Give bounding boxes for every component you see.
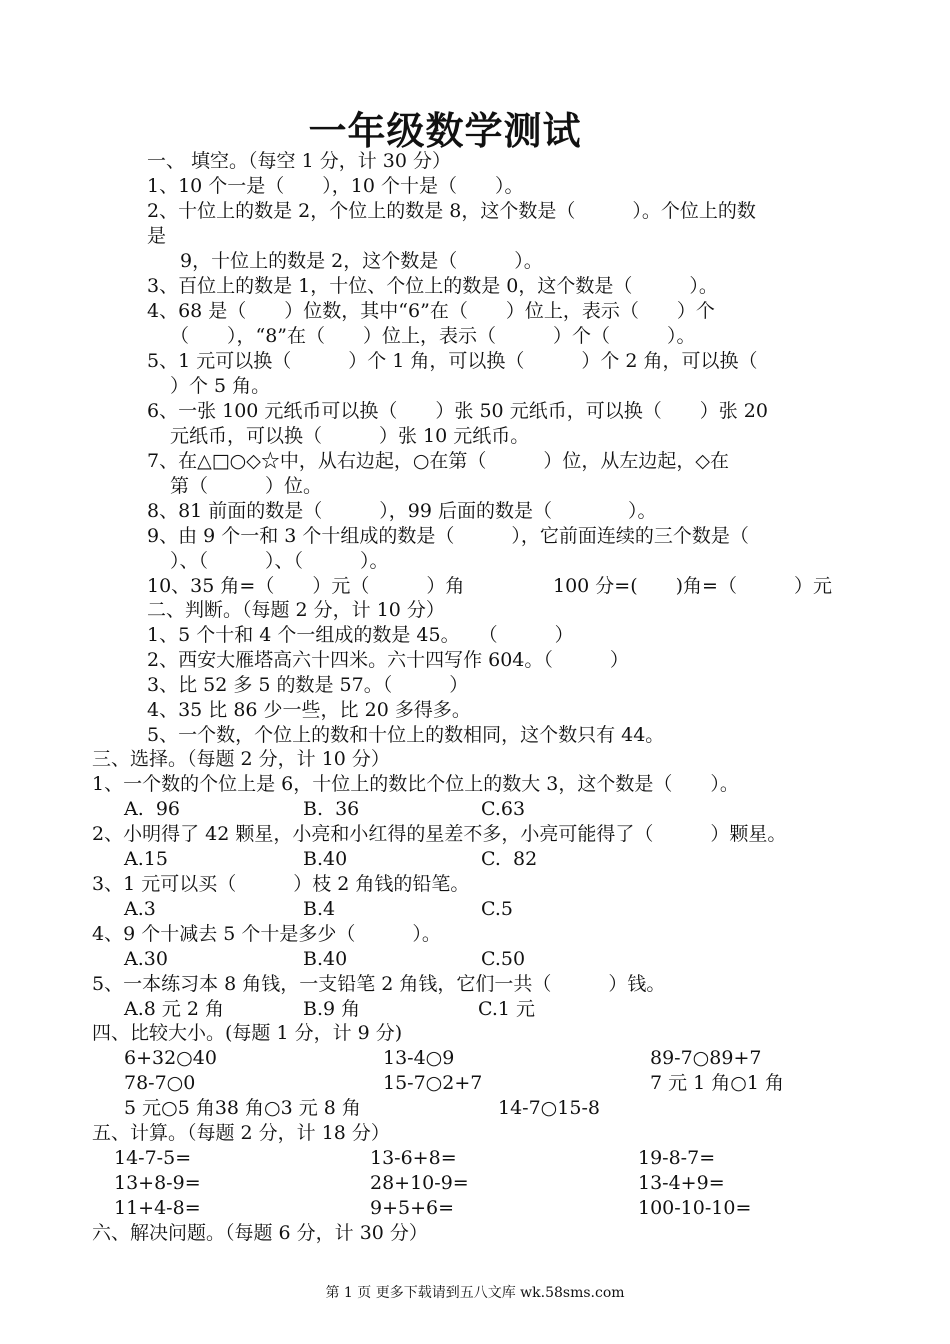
option-a: A.30 — [124, 948, 168, 970]
question-line: ）个 5 角。 — [170, 375, 271, 397]
calc-item: 14-7-5= — [114, 1147, 192, 1169]
option-a: A.3 — [124, 898, 156, 920]
question-line: 5、1 元可以换（ ）个 1 角，可以换（ ）个 2 角，可以换（ — [147, 350, 758, 372]
question-line: 100 分=( )角=（ ）元 — [553, 575, 832, 597]
compare-item: 14-7○15-8 — [498, 1097, 600, 1119]
section6-heading: 六、解决问题。（每题 6 分，计 30 分） — [92, 1222, 428, 1244]
question-line: 3、百位上的数是 1，十位、个位上的数是 0，这个数是（ ）。 — [147, 275, 718, 297]
calc-item: 13-6+8= — [370, 1147, 457, 1169]
option-c: C.1 元 — [478, 998, 536, 1020]
option-c: C.50 — [481, 948, 526, 970]
option-a: A.8 元 2 角 — [124, 998, 225, 1020]
section1-heading: 一、 填空。（每空 1 分，计 30 分） — [147, 150, 451, 172]
page-title: 一年级数学测试 — [308, 109, 582, 153]
calc-item: 100-10-10= — [638, 1197, 752, 1219]
calc-item: 13+8-9= — [114, 1172, 201, 1194]
calc-item: 9+5+6= — [370, 1197, 455, 1219]
question-line: 3、比 52 多 5 的数是 57。（ ） — [147, 674, 469, 696]
question-line: 是 — [147, 225, 167, 247]
option-c: C.5 — [481, 898, 513, 920]
option-c: C. 82 — [481, 848, 538, 870]
question-line: 4、9 个十减去 5 个十是多少（ ）。 — [92, 923, 441, 945]
question-line: 8、81 前面的数是（ ），99 后面的数是（ ）。 — [147, 500, 657, 522]
option-b: B.9 角 — [303, 998, 361, 1020]
calc-item: 13-4+9= — [638, 1172, 725, 1194]
section4-heading: 四、比较大小。(每题 1 分，计 9 分) — [92, 1022, 403, 1044]
question-line: 1、10 个一是（ ），10 个十是（ ）。 — [147, 175, 524, 197]
question-line: 10、35 角=（ ）元（ ）角 — [147, 575, 465, 597]
question-line: （ ），“8”在（ ）位上，表示（ ）个（ ）。 — [170, 325, 696, 347]
calc-item: 19-8-7= — [638, 1147, 716, 1169]
question-line: 1、5 个十和 4 个一组成的数是 45。 （ ） — [147, 624, 574, 646]
page-footer: 第 1 页 更多下载请到五八文库 wk.58sms.com — [325, 1285, 625, 1301]
question-line: 5、一本练习本 8 角钱，一支铅笔 2 角钱，它们一共（ ）钱。 — [92, 973, 666, 995]
compare-item: 13-4○9 — [383, 1047, 455, 1069]
compare-item: 78-7○0 — [124, 1072, 196, 1094]
calc-item: 28+10-9= — [370, 1172, 469, 1194]
question-line: 4、68 是（ ）位数，其中“6”在（ ）位上，表示（ ）个 — [147, 300, 715, 322]
question-line: 7、在△□○◇☆中，从右边起，○在第（ ）位，从左边起，◇在 — [147, 450, 730, 472]
question-line: 9，十位上的数是 2，这个数是（ ）。 — [180, 250, 543, 272]
section5-heading: 五、计算。（每题 2 分，计 18 分） — [92, 1122, 390, 1144]
question-line: 3、1 元可以买（ ）枝 2 角钱的铅笔。 — [92, 873, 470, 895]
option-b: B. 36 — [303, 798, 360, 820]
section2-heading: 二、判断。（每题 2 分，计 10 分） — [147, 599, 445, 621]
compare-item: 7 元 1 角○1 角 — [650, 1072, 785, 1094]
compare-item: 89-7○89+7 — [650, 1047, 762, 1069]
question-line: 元纸币，可以换（ ）张 10 元纸币。 — [170, 425, 530, 447]
option-b: B.40 — [303, 848, 348, 870]
question-line: 9、由 9 个一和 3 个十组成的数是（ ），它前面连续的三个数是（ — [147, 525, 749, 547]
question-line: 5、一个数，个位上的数和十位上的数相同，这个数只有 44。 — [147, 724, 665, 746]
option-a: A.15 — [124, 848, 168, 870]
option-b: B.4 — [303, 898, 336, 920]
question-line: 2、小明得了 42 颗星，小亮和小红得的星差不多，小亮可能得了（ ）颗星。 — [92, 823, 787, 845]
compare-item: 15-7○2+7 — [383, 1072, 483, 1094]
calc-item: 11+4-8= — [114, 1197, 201, 1219]
section3-heading: 三、选择。（每题 2 分，计 10 分） — [92, 748, 390, 770]
compare-item: 5 元○5 角38 角○3 元 8 角 — [124, 1097, 361, 1119]
option-b: B.40 — [303, 948, 348, 970]
option-c: C.63 — [481, 798, 526, 820]
question-line: 6、一张 100 元纸币可以换（ ）张 50 元纸币，可以换（ ）张 20 — [147, 400, 768, 422]
question-line: 第（ ）位。 — [170, 475, 323, 497]
question-line: 2、十位上的数是 2，个位上的数是 8，这个数是（ ）。个位上的数 — [147, 200, 756, 222]
question-line: 2、西安大雁塔高六十四米。六十四写作 604。（ ） — [147, 649, 629, 671]
option-a: A. 96 — [124, 798, 181, 820]
question-line: 1、一个数的个位上是 6，十位上的数比个位上的数大 3，这个数是（ ）。 — [92, 773, 739, 795]
compare-item: 6+32○40 — [124, 1047, 217, 1069]
question-line: 4、35 比 86 少一些，比 20 多得多。 — [147, 699, 471, 721]
question-line: ）、（ ）、（ ）。 — [170, 550, 389, 572]
